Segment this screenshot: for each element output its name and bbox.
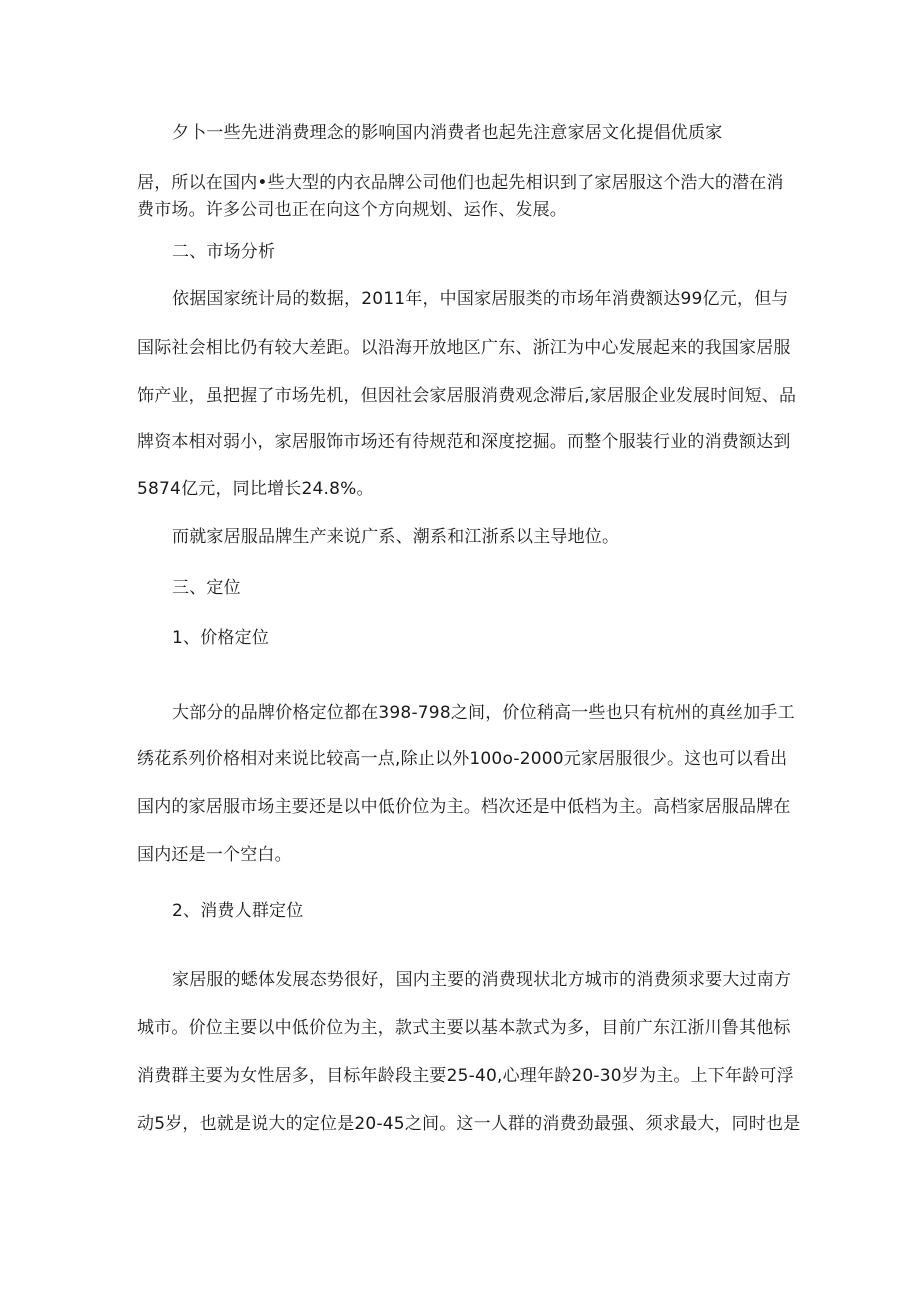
paragraph-line: 牌资本相对弱小，家居服饰市场还有待规范和深度挖掘。而整个服装行业的消费额达到: [137, 432, 791, 452]
paragraph-line: 城市。价位主要以中低价位为主，款式主要以基本款式为多，目前广东江浙川鲁其他标: [137, 1018, 791, 1038]
paragraph-line: 家居服的蟋体发展态势很好，国内主要的消费现状北方城市的消费须求要大过南方: [172, 970, 792, 990]
paragraph-line: 消费群主要为女性居多，目标年龄段主要25-40,心理年龄20-30岁为主。上下年龄可浮: [137, 1066, 794, 1086]
paragraph-line: 5874亿元，同比增长24.8%。: [137, 479, 374, 499]
paragraph-line: 国内还是一个空白。: [137, 845, 292, 865]
paragraph-line: 绣花系列价格相对来说比较高一点,除止以外100o-2000元家居服很少。这也可以看出: [137, 749, 788, 769]
subsection-heading: 2、消费人群定位: [172, 901, 304, 921]
paragraph-line: 居，所以在国内•些大型的内衣品牌公司他们也起先相识到了家居服这个浩大的潜在消: [137, 173, 784, 193]
paragraph-line: 夕卜一些先进消费理念的影响国内消费者也起先注意家居文化提倡优质家: [172, 123, 723, 143]
paragraph-line: 大部分的品牌价格定位都在398-798之间，价位稍高一些也只有杭州的真丝加手工: [172, 703, 795, 723]
paragraph-line: 费市场。许多公司也正在向这个方向规划、运作、发展。: [137, 200, 567, 220]
paragraph-line: 动5岁，也就是说大的定位是20-45之间。这一人群的消费劲最强、须求最大，同时也是: [137, 1114, 801, 1134]
subsection-heading: 1、价格定位: [172, 628, 270, 648]
paragraph-line: 依据国家统计局的数据，2011年，中国家居服类的市场年消费额达99亿元，但与: [172, 289, 789, 309]
section-heading: 三、定位: [172, 578, 241, 598]
paragraph-line: 饰产业，虽把握了市场先机，但因社会家居服消费观念滞后,家居服企业发展时间短、品: [137, 386, 797, 406]
section-heading: 二、市场分析: [172, 242, 276, 262]
paragraph-line: 国际社会相比仍有较大差距。以沿海开放地区广东、浙江为中心发展起来的我国家居服: [137, 338, 791, 358]
paragraph-line: 国内的家居服市场主要还是以中低价位为主。档次还是中低档为主。高档家居服品牌在: [137, 797, 791, 817]
paragraph-line: 而就家居服品牌生产来说广系、潮系和江浙系以主导地位。: [172, 527, 620, 547]
